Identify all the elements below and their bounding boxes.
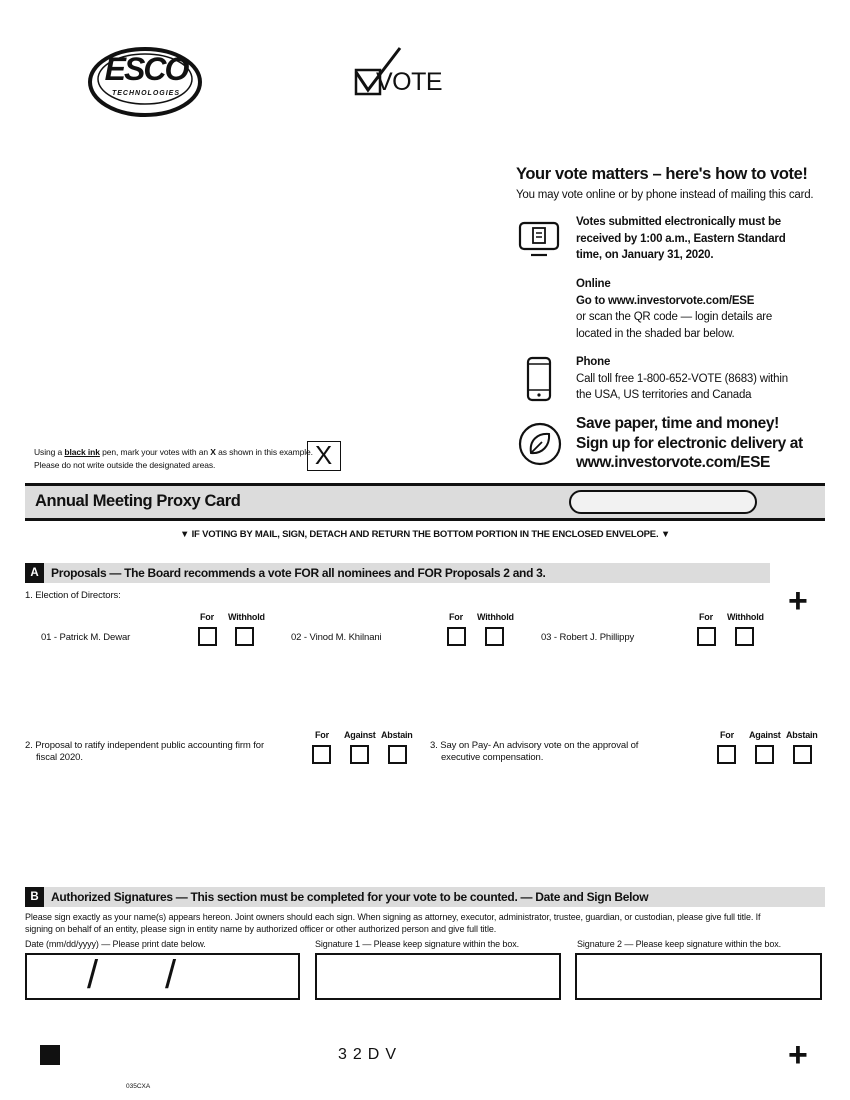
registration-plus-bottom: + — [788, 1036, 808, 1074]
signature-instructions: Please sign exactly as your name(s) appears hereon. Joint owners should each sign. When signing as attorney, executor, administrator, trustee, guardian, or custodian, please give full title. If signing on behalf of an entity, please sign in entity name by authorized officer or other authorized person and give full title. — [25, 912, 761, 934]
nominee-3-withhold-checkbox[interactable] — [735, 627, 754, 646]
section-a-title: Proposals — The Board recommends a vote FOR all nominees and FOR Proposals 2 and 3. — [51, 566, 546, 580]
date-separator-1: / — [87, 953, 99, 997]
signature-2-box[interactable] — [575, 953, 822, 1000]
login-details-field — [569, 490, 757, 514]
proposal3-against-header: Against — [749, 730, 781, 740]
online-instructions: Online Go to www.investorvote.com/ESE or scan the QR code — login details are located in the shaded bar below. — [576, 278, 773, 340]
phone-instructions: Phone Call toll free 1-800-652-VOTE (8683) within the USA, US territories and Canada — [576, 356, 788, 401]
esco-logo — [88, 44, 202, 120]
proposal-2-abstain-checkbox[interactable] — [388, 745, 407, 764]
date-label: Date (mm/dd/yyyy) — Please print date below. — [25, 939, 206, 949]
nominee-3-for-checkbox[interactable] — [697, 627, 716, 646]
nominee-2-name: 02 - Vinod M. Khilnani — [291, 632, 382, 643]
section-b-title: Authorized Signatures — This section must be completed for your vote to be counted. — Date and Sign Below — [51, 890, 649, 904]
proxy-card-title: Annual Meeting Proxy Card — [35, 492, 241, 510]
nominee1-withhold-header: Withhold — [228, 612, 265, 622]
date-input-box[interactable] — [25, 953, 300, 1000]
proposal2-against-header: Against — [344, 730, 376, 740]
section-a-letter: A — [25, 563, 44, 583]
signature-2-label: Signature 2 — Please keep signature within the box. — [577, 939, 782, 949]
nominee-2-for-checkbox[interactable] — [447, 627, 466, 646]
nominee-1-for-checkbox[interactable] — [198, 627, 217, 646]
registration-square — [40, 1045, 60, 1065]
bar-bottom-rule — [25, 518, 825, 521]
phone-icon — [526, 356, 552, 407]
nominee3-for-header: For — [699, 612, 713, 622]
proposal-3-for-checkbox[interactable] — [717, 745, 736, 764]
proposal2-for-header: For — [315, 730, 329, 740]
signature-1-label: Signature 1 — Please keep signature within the box. — [315, 939, 520, 949]
proposal-2-text: 2. Proposal to ratify independent public accounting firm for fiscal 2020. — [25, 740, 265, 763]
example-mark-box — [307, 441, 341, 471]
proposal2-abstain-header: Abstain — [381, 730, 413, 740]
proposal3-abstain-header: Abstain — [786, 730, 818, 740]
nominee1-for-header: For — [200, 612, 214, 622]
computer-icon — [518, 220, 560, 263]
vote-logo — [352, 46, 443, 98]
election-label: 1. Election of Directors: — [25, 590, 121, 601]
info-subtitle: You may vote online or by phone instead of mailing this card. — [516, 189, 814, 201]
registration-plus-top: + — [788, 582, 808, 620]
proposal-3-text: 3. Say on Pay- An advisory vote on the approval of executive compensation. — [430, 740, 639, 763]
proposal-3-against-checkbox[interactable] — [755, 745, 774, 764]
nominee-3-name: 03 - Robert J. Phillippy — [541, 632, 635, 643]
deadline-notice: Votes submitted electronically must be received by 1:00 a.m., Eastern Standard time, on January 31, 2020. — [576, 216, 786, 261]
leaf-icon — [518, 422, 562, 471]
form-code: 32DV — [338, 1046, 403, 1063]
proposal-2-against-checkbox[interactable] — [350, 745, 369, 764]
example-mark: X — [314, 440, 333, 470]
nominee3-withhold-header: Withhold — [727, 612, 764, 622]
proposal3-for-header: For — [720, 730, 734, 740]
detach-notice: ▼ IF VOTING BY MAIL, SIGN, DETACH AND RETURN THE BOTTOM PORTION IN THE ENCLOSED ENVELOPE. ▼ — [179, 529, 671, 540]
nominee2-withhold-header: Withhold — [477, 612, 514, 622]
small-form-code: 035CXA — [126, 1083, 151, 1090]
marking-instructions: Using a black ink pen, mark your votes with an X as shown in this example. Please do not write outside the designated areas. — [34, 447, 313, 470]
date-separator-2: / — [165, 953, 177, 997]
nominee-1-withhold-checkbox[interactable] — [235, 627, 254, 646]
info-title: Your vote matters – here's how to vote! — [516, 165, 808, 183]
signature-1-box[interactable] — [315, 953, 561, 1000]
vote-logo-text: VOTE — [376, 68, 443, 96]
proposal-3-abstain-checkbox[interactable] — [793, 745, 812, 764]
logo-text: ESCO — [104, 51, 188, 87]
nominee2-for-header: For — [449, 612, 463, 622]
electronic-delivery-promo: Save paper, time and money! Sign up for electronic delivery at www.investorvote.com/ESE — [576, 415, 803, 471]
nominee-2-withhold-checkbox[interactable] — [485, 627, 504, 646]
proposal-2-for-checkbox[interactable] — [312, 745, 331, 764]
logo-subtext: TECHNOLOGIES — [111, 90, 180, 97]
nominee-1-name: 01 - Patrick M. Dewar — [41, 632, 131, 643]
section-b-letter: B — [25, 887, 44, 907]
